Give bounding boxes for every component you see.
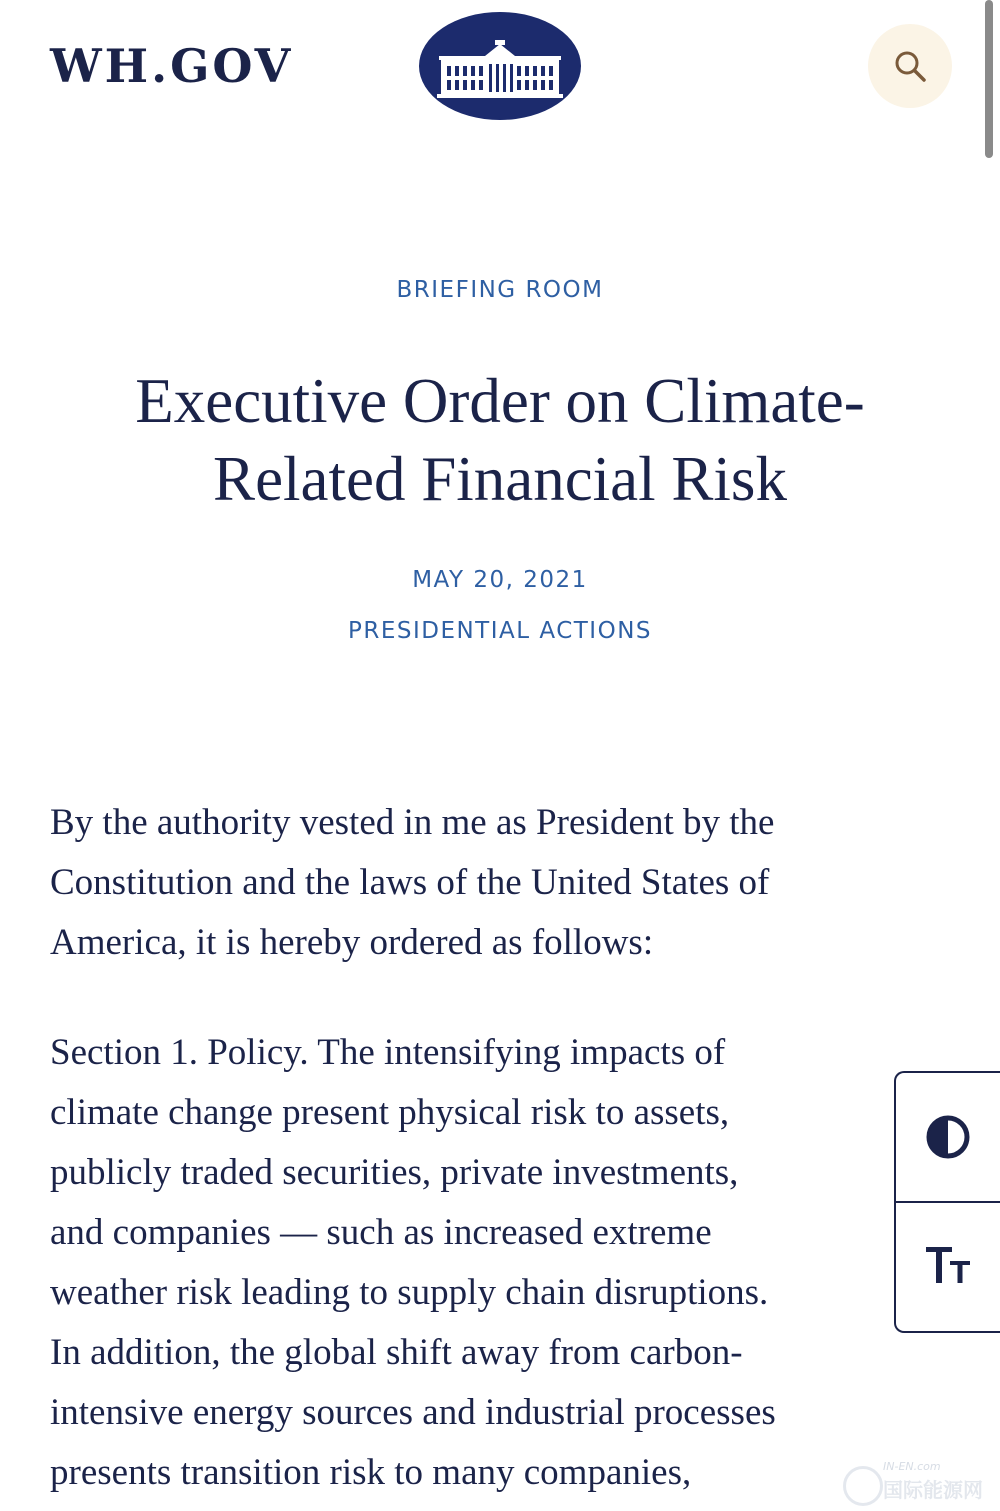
text-size-icon [924, 1243, 974, 1291]
search-button[interactable] [868, 24, 952, 108]
contrast-icon [924, 1113, 972, 1161]
watermark-small-text: IN-EN.com [883, 1460, 941, 1473]
paragraph-line: presents transition risk to many companies, [50, 1452, 692, 1493]
text-size-button[interactable] [896, 1203, 1000, 1331]
title-line: Executive Order on Climate- [135, 366, 865, 436]
page-scrollbar[interactable] [985, 0, 993, 158]
site-name-link[interactable]: WH.GOV [50, 39, 294, 93]
white-house-seal-icon[interactable] [419, 12, 581, 120]
paragraph-section-1 [50, 1023, 950, 1503]
paragraph-line: America, it is hereby ordered as follows: [50, 922, 654, 963]
paragraph-line: climate change present physical risk to assets, [50, 1092, 730, 1133]
paragraph-line: and companies — such as increased extreme [50, 1212, 712, 1253]
title-line: Related Financial Risk [213, 444, 787, 514]
paragraph-line: weather risk leading to supply chain disruptions. [50, 1272, 769, 1313]
watermark-logo [835, 1460, 995, 1508]
watermark-circle-icon [843, 1466, 883, 1506]
publish-date: MAY 20, 2021 [412, 567, 588, 593]
paragraph-line: By the authority vested in me as President by the [50, 802, 775, 843]
category-link[interactable]: PRESIDENTIAL ACTIONS [347, 618, 653, 644]
paragraph-line: intensive energy sources and industrial processes [50, 1392, 776, 1433]
paragraph-line: publicly traded securities, private investments, [50, 1152, 739, 1193]
site-header [0, 0, 1000, 140]
briefing-room-link[interactable]: BRIEFING ROOM [396, 277, 604, 303]
paragraph-line: In addition, the global shift away from carbon- [50, 1332, 743, 1373]
paragraph-intro [50, 793, 950, 973]
accessibility-tools-panel [894, 1071, 1000, 1333]
page-title [60, 362, 940, 518]
search-icon [893, 49, 927, 83]
contrast-toggle-button[interactable] [896, 1073, 1000, 1203]
paragraph-line: Section 1. Policy. The intensifying impacts of [50, 1032, 726, 1073]
paragraph-line: Constitution and the laws of the United States of [50, 862, 770, 903]
watermark-text: 国际能源网 [883, 1478, 983, 1502]
